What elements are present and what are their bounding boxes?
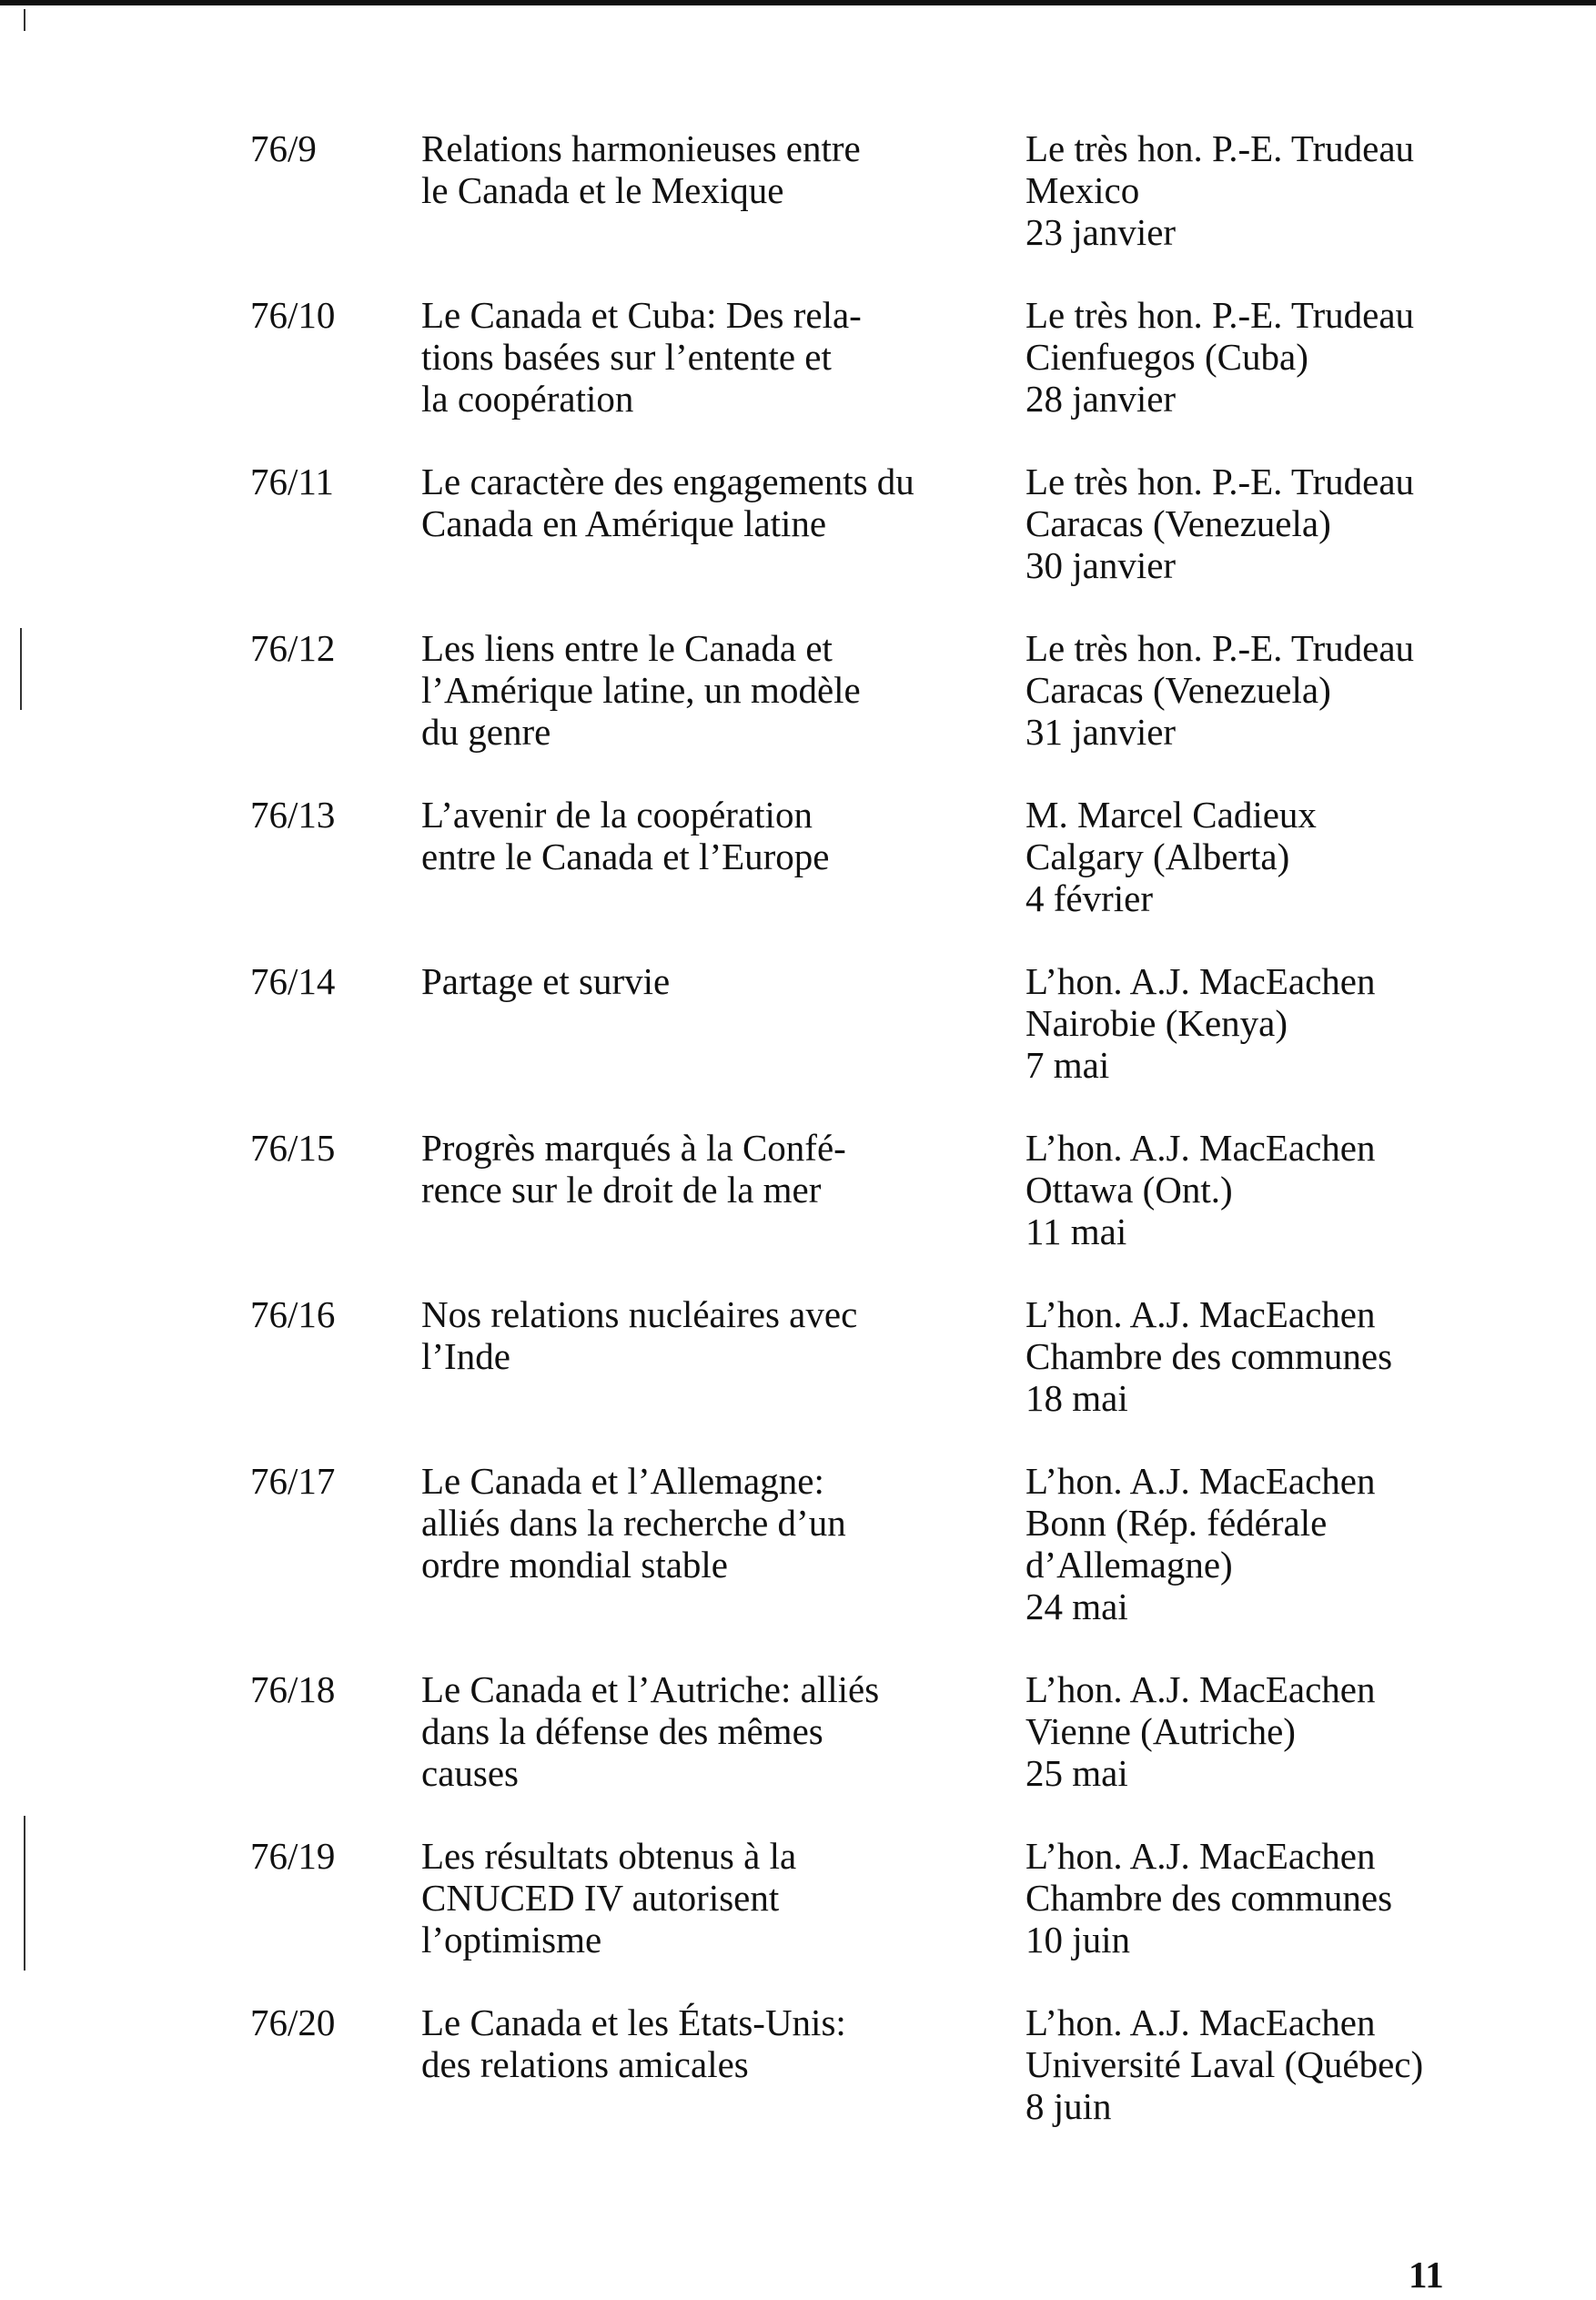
scan-margin-mark bbox=[24, 9, 25, 31]
entry-speaker: M. Marcel Cadieux bbox=[1025, 794, 1317, 836]
entry-number: 76/11 bbox=[250, 461, 334, 502]
entry-title-line: causes bbox=[421, 1752, 520, 1794]
entry-title bbox=[421, 2001, 1004, 2085]
entry-place: d’Allemagne) bbox=[1025, 1544, 1233, 1586]
entry-title-line: Les liens entre le Canada et bbox=[421, 627, 833, 669]
entry-source bbox=[1025, 2001, 1571, 2127]
entry-title bbox=[421, 1668, 1004, 1794]
entry-speaker: Le très hon. P.-E. Trudeau bbox=[1025, 294, 1415, 336]
entry-title-line: Nos relations nucléaires avec bbox=[421, 1293, 858, 1335]
entry-source bbox=[1025, 1835, 1571, 1961]
entry-title-line: rence sur le droit de la mer bbox=[421, 1169, 822, 1211]
entry-title bbox=[421, 294, 1004, 420]
entry-title bbox=[421, 1293, 1004, 1377]
top-rule bbox=[0, 0, 1596, 5]
entry-title-line: du genre bbox=[421, 711, 551, 753]
entry-source bbox=[1025, 1460, 1571, 1627]
entry-title-line: entre le Canada et l’Europe bbox=[421, 836, 830, 877]
entry-source bbox=[1025, 461, 1571, 586]
entry-place: Bonn (Rép. fédérale bbox=[1025, 1502, 1328, 1544]
entry-title-line: le Canada et le Mexique bbox=[421, 169, 784, 211]
entry-date: 11 mai bbox=[1025, 1211, 1127, 1252]
entry-title-line: Les résultats obtenus à la bbox=[421, 1835, 797, 1877]
entry-date: 4 février bbox=[1025, 877, 1153, 919]
entry-title-line: des relations amicales bbox=[421, 2043, 749, 2085]
entry-place: Chambre des communes bbox=[1025, 1335, 1393, 1377]
entry-number: 76/10 bbox=[250, 294, 336, 336]
entry-number: 76/18 bbox=[250, 1668, 336, 1710]
entry-speaker: Le très hon. P.-E. Trudeau bbox=[1025, 127, 1415, 169]
entry-title-line: Le Canada et les États-Unis: bbox=[421, 2001, 846, 2043]
entry-number: 76/19 bbox=[250, 1835, 336, 1877]
entry-place: Caracas (Venezuela) bbox=[1025, 502, 1331, 544]
entry-title-line: Le Canada et l’Autriche: alliés bbox=[421, 1668, 880, 1710]
entry-title-line: CNUCED IV autorisent bbox=[421, 1877, 780, 1919]
entry-title bbox=[421, 127, 1004, 211]
entry-speaker: L’hon. A.J. MacEachen bbox=[1025, 1668, 1376, 1710]
entry-title bbox=[421, 1835, 1004, 1961]
entry-date: 7 mai bbox=[1025, 1044, 1110, 1086]
entry-source bbox=[1025, 960, 1571, 1086]
entry-title-line: Le caractère des engagements du bbox=[421, 461, 914, 502]
entry-speaker: L’hon. A.J. MacEachen bbox=[1025, 1835, 1376, 1877]
entry-title-line: l’Amérique latine, un modèle bbox=[421, 669, 861, 711]
entry-speaker: L’hon. A.J. MacEachen bbox=[1025, 1127, 1376, 1169]
entry-date: 31 janvier bbox=[1025, 711, 1177, 753]
entry-title bbox=[421, 461, 1004, 544]
entry-title-line: L’avenir de la coopération bbox=[421, 794, 813, 836]
entry-place: Chambre des communes bbox=[1025, 1877, 1393, 1919]
entry-source bbox=[1025, 294, 1571, 420]
entry-title-line: l’optimisme bbox=[421, 1919, 602, 1961]
entry-number: 76/17 bbox=[250, 1460, 336, 1502]
entry-title-line: Progrès marqués à la Confé- bbox=[421, 1127, 846, 1169]
entry-title-line: Canada en Amérique latine bbox=[421, 502, 827, 544]
entry-title-line: la coopération bbox=[421, 378, 634, 420]
entry-place: Ottawa (Ont.) bbox=[1025, 1169, 1233, 1211]
entry-speaker: Le très hon. P.-E. Trudeau bbox=[1025, 627, 1415, 669]
page-number: 11 bbox=[1409, 2254, 1444, 2295]
entry-place: Mexico bbox=[1025, 169, 1140, 211]
entry-title-line: tions basées sur l’entente et bbox=[421, 336, 832, 378]
entry-number: 76/12 bbox=[250, 627, 336, 669]
entry-speaker: L’hon. A.J. MacEachen bbox=[1025, 1293, 1376, 1335]
entry-place: Vienne (Autriche) bbox=[1025, 1710, 1296, 1752]
entry-title bbox=[421, 794, 1004, 877]
entry-number: 76/13 bbox=[250, 794, 336, 836]
entry-number: 76/9 bbox=[250, 127, 317, 169]
entry-title-line: Le Canada et l’Allemagne: bbox=[421, 1460, 824, 1502]
scan-margin-mark bbox=[20, 628, 22, 710]
entry-title-line: Relations harmonieuses entre bbox=[421, 127, 861, 169]
entry-title bbox=[421, 1460, 1004, 1586]
entry-place: Cienfuegos (Cuba) bbox=[1025, 336, 1308, 378]
entry-speaker: L’hon. A.J. MacEachen bbox=[1025, 960, 1376, 1002]
scan-margin-mark bbox=[24, 1816, 25, 1971]
entry-title-line: dans la défense des mêmes bbox=[421, 1710, 823, 1752]
entry-title-line: Partage et survie bbox=[421, 960, 671, 1002]
entry-source bbox=[1025, 1668, 1571, 1794]
entry-speaker: Le très hon. P.-E. Trudeau bbox=[1025, 461, 1415, 502]
entry-number: 76/16 bbox=[250, 1293, 336, 1335]
entry-date: 18 mai bbox=[1025, 1377, 1128, 1419]
entry-place: Calgary (Alberta) bbox=[1025, 836, 1290, 877]
entry-source bbox=[1025, 627, 1571, 753]
entry-place: Université Laval (Québec) bbox=[1025, 2043, 1424, 2085]
entry-title-line: l’Inde bbox=[421, 1335, 510, 1377]
entry-title-line: ordre mondial stable bbox=[421, 1544, 729, 1586]
entry-source bbox=[1025, 1293, 1571, 1419]
entry-date: 25 mai bbox=[1025, 1752, 1128, 1794]
entry-title bbox=[421, 960, 1004, 1002]
entry-date: 10 juin bbox=[1025, 1919, 1131, 1961]
entry-speaker: L’hon. A.J. MacEachen bbox=[1025, 1460, 1376, 1502]
entry-title-line: Le Canada et Cuba: Des rela- bbox=[421, 294, 862, 336]
entry-speaker: L’hon. A.J. MacEachen bbox=[1025, 2001, 1376, 2043]
entry-source bbox=[1025, 127, 1571, 253]
entry-date: 24 mai bbox=[1025, 1586, 1128, 1627]
entry-date: 30 janvier bbox=[1025, 544, 1177, 586]
entry-source bbox=[1025, 794, 1571, 919]
entry-number: 76/20 bbox=[250, 2001, 336, 2043]
entry-title-line: alliés dans la recherche d’un bbox=[421, 1502, 846, 1544]
entry-date: 23 janvier bbox=[1025, 211, 1177, 253]
entry-place: Nairobie (Kenya) bbox=[1025, 1002, 1288, 1044]
entry-place: Caracas (Venezuela) bbox=[1025, 669, 1331, 711]
entry-number: 76/14 bbox=[250, 960, 336, 1002]
entry-number: 76/15 bbox=[250, 1127, 336, 1169]
entry-date: 28 janvier bbox=[1025, 378, 1177, 420]
entry-title bbox=[421, 1127, 1004, 1211]
entry-date: 8 juin bbox=[1025, 2085, 1112, 2127]
entry-title bbox=[421, 627, 1004, 753]
entry-source bbox=[1025, 1127, 1571, 1252]
